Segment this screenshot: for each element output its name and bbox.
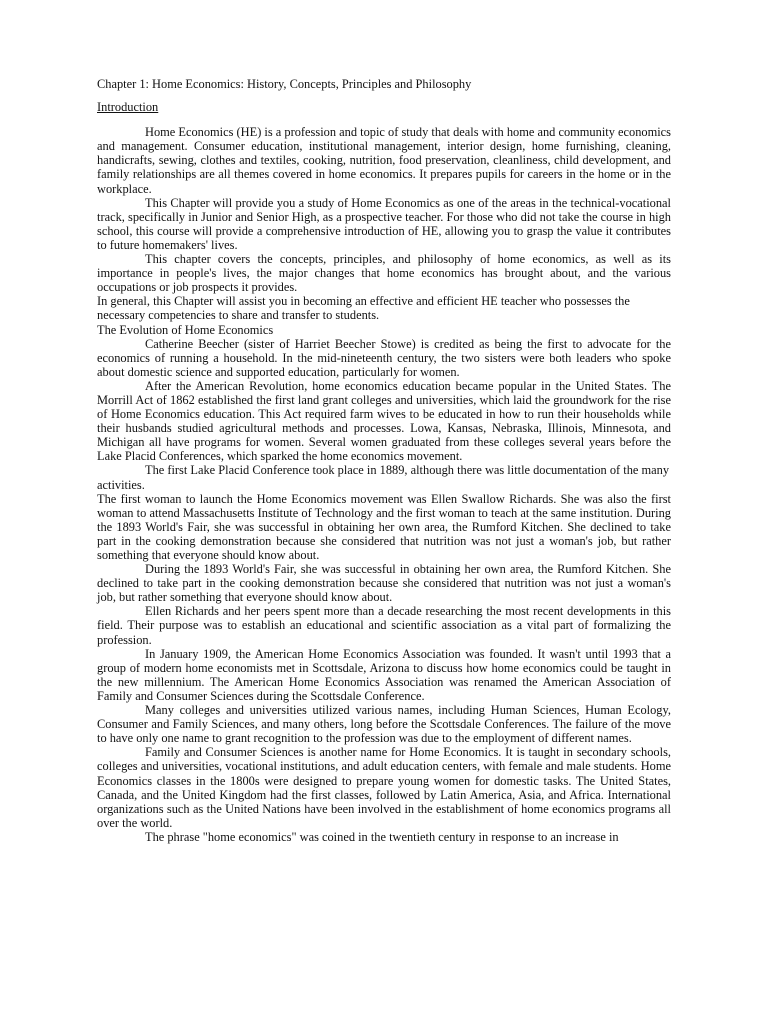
introduction-heading: Introduction <box>97 100 159 115</box>
evolution-paragraph-9: Family and Consumer Sciences is another name for Home Economics. It is taught in secondary schools, colleges and universities, vocational institutions, and adult education centers, with female and male students. Home Economics classes in the 1800s were designed to prepare young women for domestic tasks. The United States, Canada, and the United Kingdom had the first classes, followed by Latin America, Asia, and Africa. International organizations such as the United Nations have been involved in the establishment of home economics programs all over the world. <box>97 745 671 830</box>
evolution-paragraph-8: Many colleges and universities utilized various names, including Human Sciences, Human Ecology, Consumer and Family Sciences, and many others, long before the Scottsdale Conferences. The failure of the move to have only one name to grant recognition to the profession was due to the employment of different names. <box>97 703 671 746</box>
intro-paragraph-2: This Chapter will provide you a study of Home Economics as one of the areas in the technical-vocational track, specifically in Junior and Senior High, as a prospective teacher. For those who did not take the course in high school, this course will provide a comprehensive introduction of HE, allowing you to grasp the value it contributes to future homemakers' lives. <box>97 195 671 252</box>
evolution-paragraph-5: During the 1893 World's Fair, she was successful in obtaining her own area, the Rumford Kitchen. She declined to take part in the cooking demonstration because she considered that nutrition was not just a woman's job, but rather something that everyone should know about. <box>97 562 671 605</box>
evolution-heading: The Evolution of Home Economics <box>97 322 274 337</box>
intro-paragraph-4: In general, this Chapter will assist you in becoming an effective and efficient HE teacher who possesses the necessary competencies to share and transfer to students. <box>97 294 630 323</box>
intro-paragraph-1: Home Economics (HE) is a profession and topic of study that deals with home and community economics and management. Consumer education, institutional management, interior design, home furnishing, cleaning, handicrafts, sewing, clothes and textiles, cooking, nutrition, food preservation, cleanliness, child development, and family relationships are all themes covered in home economics. It prepares pupils for careers in the home or in the workplace. <box>97 125 671 196</box>
evolution-paragraph-6: Ellen Richards and her peers spent more than a decade researching the most recent developments in this field. Their purpose was to establish an educational and scientific association as a vital part of formalizing the profession. <box>97 604 671 647</box>
evolution-paragraph-1: Catherine Beecher (sister of Harriet Beecher Stowe) is credited as being the first to advocate for the economics of running a household. In the mid-nineteenth century, the two sisters were both leaders who spoke about domestic science and supported education, particularly for women. <box>97 336 671 379</box>
document-body <box>97 77 671 844</box>
intro-paragraph-3: This chapter covers the concepts, principles, and philosophy of home economics, as well as its importance in people's lives, the major changes that home economics has brought about, and the various occupations or job prospects it provides. <box>97 252 671 295</box>
chapter-title: Chapter 1: Home Economics: History, Concepts, Principles and Philosophy <box>97 77 472 91</box>
evolution-paragraph-10: The phrase "home economics" was coined in the twentieth century in response to an increase in <box>145 829 619 844</box>
evolution-paragraph-4: The first woman to launch the Home Economics movement was Ellen Swallow Richards. She was also the first woman to attend Massachusetts Institute of Technology and the first woman to teach at the same institution. During the 1893 World's Fair, she was successful in obtaining her own area, the Rumford Kitchen. She declined to take part in the cooking demonstration because she considered that nutrition was not just a woman's job, but rather something that everyone should know about. <box>97 491 671 562</box>
evolution-paragraph-7: In January 1909, the American Home Economics Association was founded. It wasn't until 1993 that a group of modern home economists met in Scottsdale, Arizona to discuss how home economics could be taught in the new millennium. The American Home Economics Association was renamed the American Association of Family and Consumer Sciences during the Scottsdale Conference. <box>97 646 671 703</box>
evolution-paragraph-2: After the American Revolution, home economics education became popular in the United States. The Morrill Act of 1862 established the first land grant colleges and universities, which laid the groundwork for the rise of Home Economics education. This Act required farm wives to be educated in how to run their households while their husbands studied agricultural methods and processes. Lowa, Kansas, Nebraska, Illinois, Minnesota, and Michigan all have programs for women. Several women graduated from these colleges several years before the Lake Placid Conferences, which sparked the home economics movement. <box>97 378 671 464</box>
evolution-paragraph-3: The first Lake Placid Conference took place in 1889, although there was little documentation of the many activities. <box>97 463 670 492</box>
